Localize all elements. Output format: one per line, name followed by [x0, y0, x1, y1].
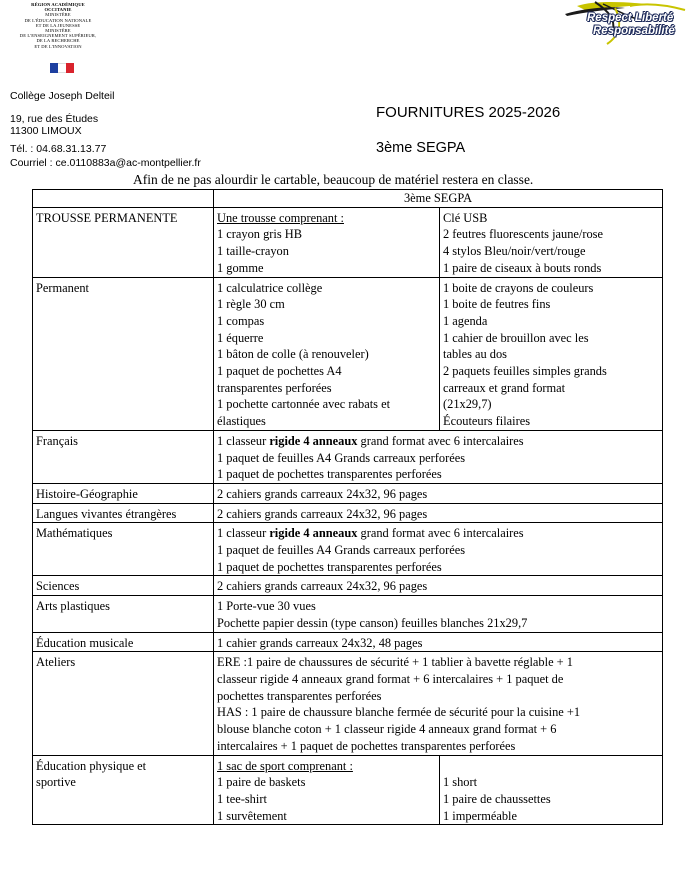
row-label: Sciences — [33, 576, 214, 596]
list-item: 1 crayon gris HB — [217, 227, 302, 242]
motto-line-1: Respect Liberté — [587, 12, 674, 24]
list-item: 1 imperméable — [443, 808, 517, 823]
row-trousse — [33, 207, 663, 277]
row-eps — [33, 755, 663, 825]
list-item: 4 stylos Bleu/noir/vert/rouge — [443, 244, 586, 259]
row-label: Histoire-Géographie — [33, 483, 214, 503]
row-label: Ateliers — [33, 652, 214, 755]
row-label: Éducation musicale — [33, 632, 214, 652]
list-item — [217, 433, 659, 450]
row-label: Français — [33, 430, 214, 483]
class-title: 3ème SEGPA — [376, 140, 466, 156]
list-item: ERE :1 paire de chaussures de sécurité + 1 tablier à bavette réglable + 1 — [217, 655, 573, 670]
list-item: 1 cahier de brouillon avec les — [443, 330, 589, 345]
list-item: 1 paquet de pochettes transparentes perforées — [217, 467, 442, 482]
list-item: blouse blanche coton + 1 classeur rigide 4 anneaux grand format + 6 — [217, 722, 557, 737]
list-item: 1 tee-shirt — [217, 791, 267, 806]
list-item: élastiques — [217, 414, 266, 429]
list-item: 2 paquets feuilles simples grands — [443, 364, 607, 379]
ministry-line: ET DE LA JEUNESSE — [35, 22, 81, 28]
list-item: 1 short — [443, 775, 478, 790]
francais-cell — [214, 430, 663, 483]
list-item: 1 survêtement — [217, 808, 287, 823]
row-permanent — [33, 277, 663, 430]
eps-right-cell — [440, 755, 663, 825]
list-item: 1 boite de crayons de couleurs — [443, 280, 594, 295]
row-label: Arts plastiques — [33, 596, 214, 632]
list-item: Clé USB — [443, 210, 488, 225]
ateliers-cell — [214, 652, 663, 755]
permanent-right-cell — [440, 277, 663, 430]
musique-cell: 1 cahier grands carreaux 24x32, 48 pages — [214, 632, 663, 652]
list-item: 1 Porte-vue 30 vues — [217, 599, 316, 614]
table-header-class: 3ème SEGPA — [214, 190, 663, 208]
list-item: 1 calculatrice collège — [217, 280, 323, 295]
row-label — [33, 755, 214, 825]
row-francais — [33, 430, 663, 483]
list-item: Pochette papier dessin (type canson) feuilles blanches 21x29,7 — [217, 615, 528, 630]
row-label: Permanent — [33, 277, 214, 430]
row-label: Mathématiques — [33, 523, 214, 576]
list-item: 1 paire de ciseaux à bouts ronds — [443, 260, 602, 275]
school-street: 19, rue des Études — [10, 113, 99, 125]
row-musique — [33, 632, 663, 652]
list-item: Écouteurs filaires — [443, 414, 531, 429]
list-item: 1 bâton de colle (à renouveler) — [217, 347, 369, 362]
row-ateliers — [33, 652, 663, 755]
trousse-left-cell — [214, 207, 440, 277]
list-item: 1 paquet de pochettes A4 — [217, 364, 342, 379]
trousse-right-cell — [440, 207, 663, 277]
eps-title: 1 sac de sport comprenant : — [217, 758, 353, 773]
ministry-line: DE L'ENSEIGNEMENT SUPÉRIEUR, — [19, 33, 97, 39]
motto-line-2: Responsabilité — [593, 25, 675, 37]
supplies-table — [32, 189, 663, 825]
row-sciences — [33, 576, 663, 596]
list-item: carreaux et grand format — [443, 380, 566, 395]
list-item: tables au dos — [443, 347, 508, 362]
ministry-line: MINISTÈRE — [45, 28, 71, 34]
list-item: 1 gomme — [217, 260, 264, 275]
school-city: 11300 LIMOUX — [10, 125, 82, 137]
row-maths — [33, 523, 663, 576]
list-item: 1 agenda — [443, 313, 488, 328]
list-item: intercalaires + 1 paquet de pochettes transparentes perforées — [217, 738, 516, 753]
row-langues — [33, 503, 663, 523]
ministry-line: OCCITANIE — [44, 7, 72, 13]
intro-text: Afin de ne pas alourdir le cartable, beaucoup de matériel restera en classe. — [133, 172, 534, 187]
list-item: 1 compas — [217, 313, 265, 328]
list-item: 1 paire de baskets — [217, 775, 306, 790]
list-item: (21x29,7) — [443, 397, 492, 412]
list-item: 1 paquet de feuilles A4 Grands carreaux perforées — [217, 450, 466, 465]
list-item: classeur rigide 4 anneaux grand format + 6 intercalaires + 1 paquet de — [217, 671, 564, 686]
ministry-line: DE LA RECHERCHE — [36, 38, 80, 44]
text-part: grand format avec 6 intercalaires — [357, 526, 524, 541]
list-item: 1 équerre — [217, 330, 264, 345]
page-title: FOURNITURES 2025-2026 — [376, 104, 561, 121]
ministry-line: DE L'ÉDUCATION NATIONALE — [24, 17, 92, 23]
table-header-row — [33, 190, 663, 208]
school-email[interactable]: Courriel : ce.0110883a@ac-montpellier.fr — [10, 157, 201, 169]
header-empty-cell — [33, 190, 214, 208]
label-line: sportive — [36, 775, 76, 790]
logo-motto — [587, 12, 691, 38]
langues-cell: 2 cahiers grands carreaux 24x32, 96 pages — [214, 503, 663, 523]
sciences-cell: 2 cahiers grands carreaux 24x32, 96 pages — [214, 576, 663, 596]
list-item: 1 boite de feutres fins — [443, 297, 551, 312]
row-label: Langues vivantes étrangères — [33, 503, 214, 523]
flag-white-band — [58, 63, 66, 73]
text-part: 1 classeur — [217, 433, 270, 448]
flag-blue-band — [50, 63, 58, 73]
bold-text: rigide 4 anneaux — [269, 433, 358, 448]
school-name: Collège Joseph Delteil — [10, 90, 115, 102]
list-item — [443, 758, 659, 775]
bold-text: rigide 4 anneaux — [269, 526, 358, 541]
ministry-line: RÉGION ACADÉMIQUE — [31, 2, 85, 7]
flag-red-band — [66, 63, 74, 73]
french-flag-logo — [50, 63, 74, 77]
ministry-line: MINISTÈRE — [45, 12, 71, 18]
list-item: 1 paquet de pochettes transparentes perforées — [217, 559, 442, 574]
text-part: 1 classeur — [217, 526, 270, 541]
list-item: 1 paire de chaussettes — [443, 791, 551, 806]
list-item: 1 paquet de feuilles A4 Grands carreaux perforées — [217, 543, 466, 558]
list-item: 1 pochette cartonnée avec rabats et — [217, 397, 391, 412]
list-item: HAS : 1 paire de chaussure blanche fermée de sécurité pour la cuisine +1 — [217, 705, 581, 720]
ministry-header — [18, 2, 98, 49]
list-item — [217, 525, 659, 542]
trousse-title: Une trousse comprenant : — [217, 210, 344, 225]
list-item: 1 taille-crayon — [217, 244, 289, 259]
list-item: pochettes transparentes perforées — [217, 688, 382, 703]
school-phone: Tél. : 04.68.31.13.77 — [10, 143, 107, 155]
row-label: TROUSSE PERMANENTE — [33, 207, 214, 277]
list-item: 2 feutres fluorescents jaune/rose — [443, 227, 603, 242]
row-histoire — [33, 483, 663, 503]
list-item: 1 règle 30 cm — [217, 297, 285, 312]
label-line: Éducation physique et — [36, 758, 147, 773]
row-arts — [33, 596, 663, 632]
list-item: transparentes perforées — [217, 380, 332, 395]
permanent-left-cell — [214, 277, 440, 430]
eps-left-cell — [214, 755, 440, 825]
arts-cell — [214, 596, 663, 632]
maths-cell — [214, 523, 663, 576]
ministry-line: ET DE L'INNOVATION — [34, 43, 82, 49]
histoire-cell: 2 cahiers grands carreaux 24x32, 96 pages — [214, 483, 663, 503]
text-part: grand format avec 6 intercalaires — [357, 433, 524, 448]
